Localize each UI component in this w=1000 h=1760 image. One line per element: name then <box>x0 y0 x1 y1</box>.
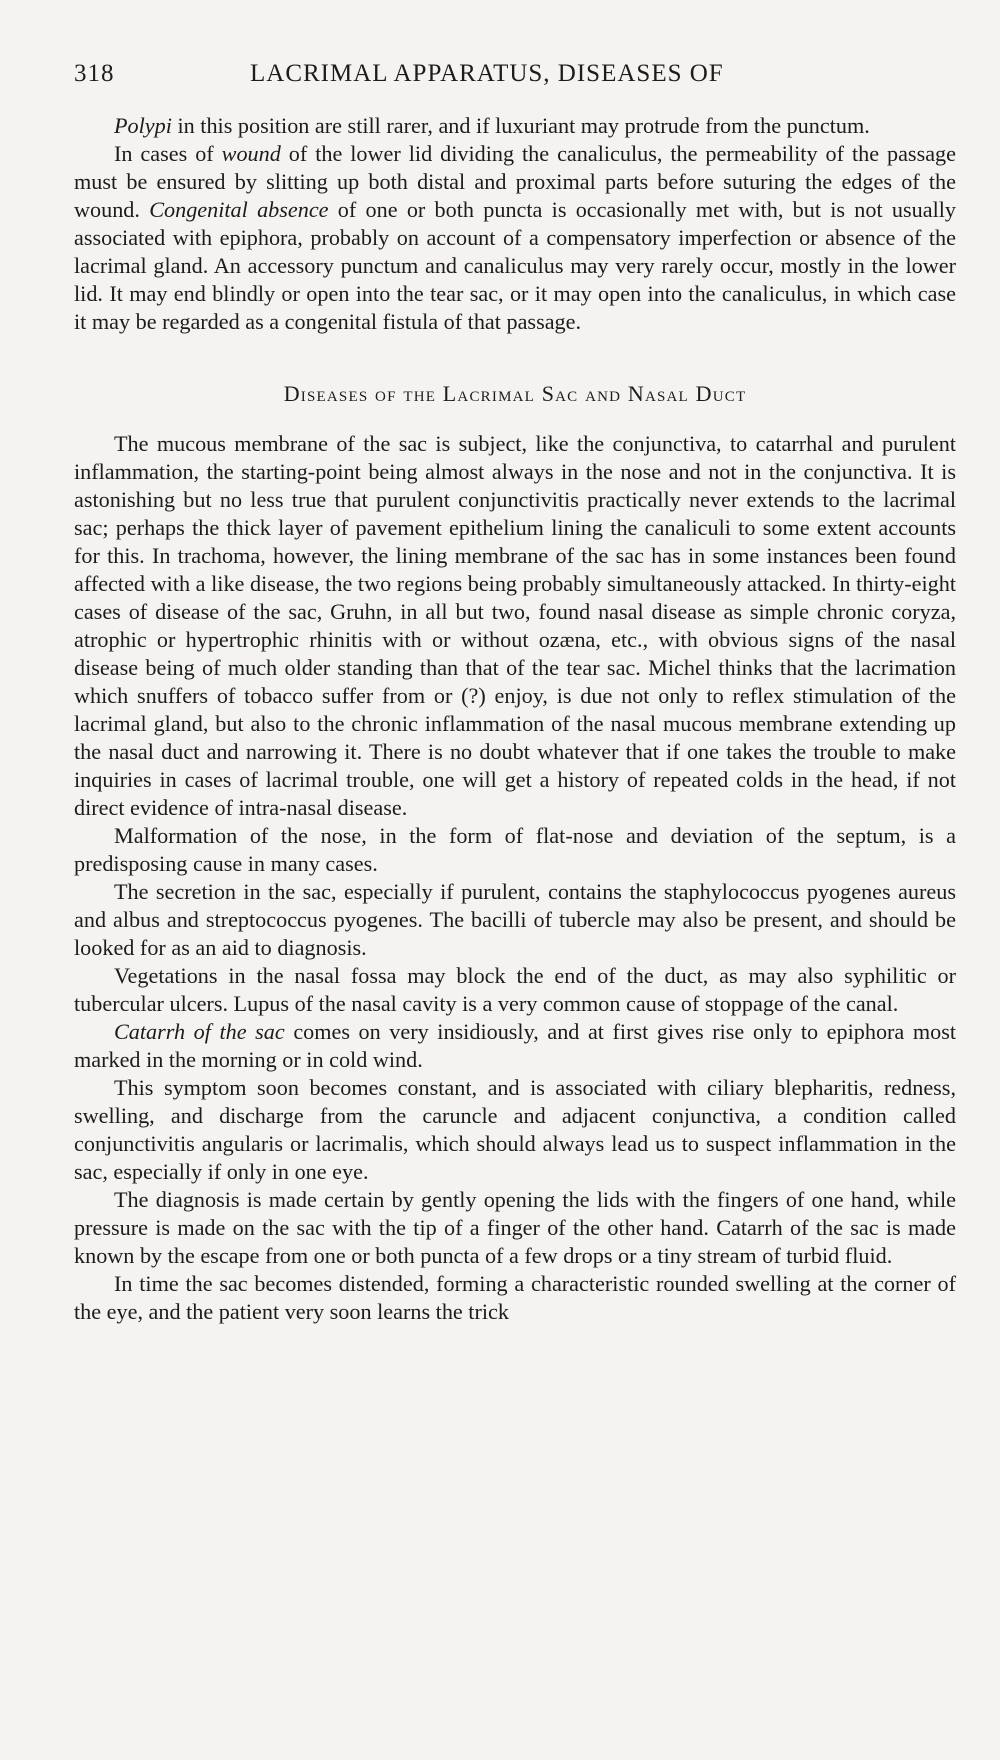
body-text <box>74 112 956 1326</box>
italic-term: wound <box>221 141 281 166</box>
paragraph: The mucous membrane of the sac is subject, like the conjunctiva, to catarrhal and purulent inflammation, the starting-point being almost always in the nose and not in the conjunctiva. It is astonishing but no less true that purulent conjunctivitis practically never extends to the lacrimal sac; perhaps the thick layer of pavement epithelium lining the canaliculi to some extent accounts for this. In trachoma, however, the lining membrane of the sac has in some instances been found affected with a like disease, the two regions being probably simultaneously attacked. In thirty-eight cases of disease of the sac, Gruhn, in all but two, found nasal disease as simple chronic coryza, atrophic or hypertrophic rhinitis with or without ozæna, etc., with obvious signs of the nasal disease being of much older standing than that of the tear sac. Michel thinks that the lacrimation which snuffers of tobacco suffer from or (?) enjoy, is due not only to reflex stimulation of the lacrimal gland, but also to the chronic inflammation of the nasal mucous membrane extending up the nasal duct and narrowing it. There is no doubt whatever that if one takes the trouble to make inquiries in cases of lacrimal trouble, one will get a history of repeated colds in the head, if not direct evidence of intra-nasal disease. <box>74 431 956 820</box>
paragraph-text: comes on very insidiously, and at first gives rise only to epiphora most marked in the morning or in cold wind. <box>74 1019 956 1072</box>
paragraph-text: in this position are still rarer, and if luxuriant may protrude from the punctum. <box>171 113 870 138</box>
paragraph <box>74 1018 956 1074</box>
paragraph-text: of the lower lid dividing the canaliculus, the permeability of the passage must be ensured by slitting up both distal and proximal parts before suturing the edges of the wound. <box>74 141 956 222</box>
paragraph <box>74 140 956 336</box>
paragraph: This symptom soon becomes constant, and is associated with ciliary blepharitis, redness, swelling, and discharge from the caruncle and adjacent conjunctiva, a condition called conjunctivitis angularis or lacrimalis, which should always lead us to suspect inflammation in the sac, especially if only in one eye. <box>74 1075 956 1184</box>
paragraph-text: In cases of <box>114 141 222 166</box>
paragraph: In time the sac becomes distended, forming a characteristic rounded swelling at the corner of the eye, and the patient very soon learns the trick <box>74 1271 956 1324</box>
paragraph: The secretion in the sac, especially if purulent, contains the staphylococcus pyogenes aureus and albus and streptococcus pyogenes. The bacilli of tubercle may also be present, and should be looked for as an aid to diagnosis. <box>74 879 956 960</box>
paragraph: Vegetations in the nasal fossa may block the end of the duct, as may also syphilitic or tubercular ulcers. Lupus of the nasal cavity is a very common cause of stoppage of the canal. <box>74 963 956 1016</box>
section-heading: Diseases of the Lacrimal Sac and Nasal Duct <box>283 381 747 406</box>
paragraph: Malformation of the nose, in the form of flat-nose and deviation of the septum, is a predisposing cause in many cases. <box>74 823 956 876</box>
italic-term: Congenital absence <box>149 197 329 222</box>
paragraph: The diagnosis is made certain by gently opening the lids with the fingers of one hand, while pressure is made on the sac with the tip of a finger of the other hand. Catarrh of the sac is made known by the escape from one or both puncta of a few drops or a tiny stream of turbid fluid. <box>74 1187 956 1268</box>
page-number: 318 <box>74 60 115 87</box>
paragraph <box>74 112 956 140</box>
italic-term: Polypi <box>114 113 172 138</box>
page-header <box>74 60 956 100</box>
running-head: LACRIMAL APPARATUS, DISEASES OF <box>250 60 724 87</box>
paragraph-text: of one or both puncta is occasionally met with, but is not usually associated with epiphora, probably on account of a compensatory imperfection or absence of the lacrimal gland. An accessory punctum and canaliculus may very rarely occur, mostly in the lower lid. It may end blindly or open into the tear sac, or it may open into the canaliculus, in which case it may be regarded as a congenital fistula of that passage. <box>74 197 956 334</box>
italic-term: Catarrh of the sac <box>114 1019 285 1044</box>
